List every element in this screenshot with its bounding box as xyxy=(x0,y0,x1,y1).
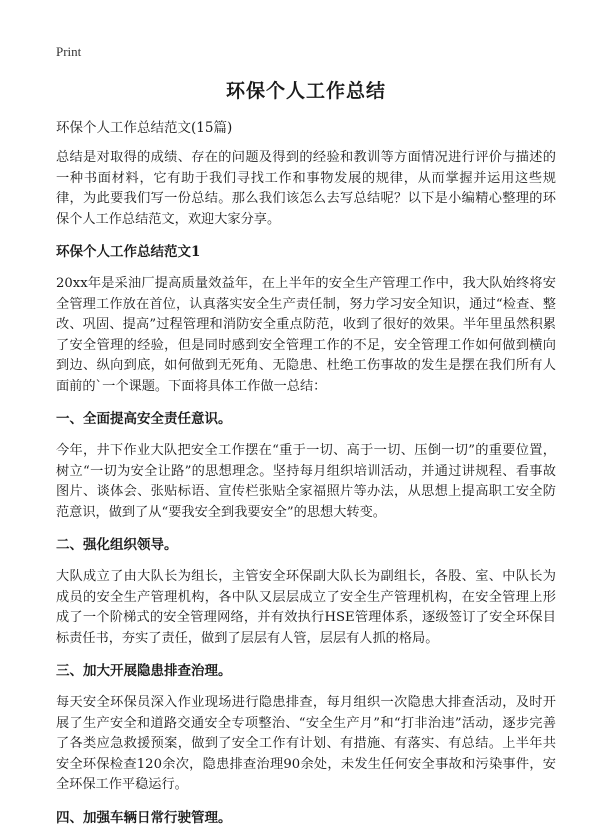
document-subtitle: 环保个人工作总结范文(15篇) xyxy=(56,120,233,136)
document-title: 环保个人工作总结 xyxy=(225,80,386,102)
section-heading-3: 二、强化组织领导。 xyxy=(56,537,178,553)
section-paragraph-3: 大队成立了由大队长为组长，主管安全环保副大队长为副组长，各股、室、中队长为成员的安全生产管理机构，各中队又层层成立了安全生产管理机构，在安全管理上形成了一个阶梯式的安全管理网络，并有效执行HSE管理体系，逐级签订了安全环保目标责任书，夯实了责任，做到了层层有人管，层层有人抓的格局。 xyxy=(56,569,556,646)
intro-paragraph: 总结是对取得的成绩、存在的问题及得到的经验和教训等方面情况进行评价与描述的一种书面材料，它有助于我们寻找工作和事物发展的规律，从而掌握并运用这些规律，为此要我们写一份总结。那么我们该怎么去写总结呢？以下是小编精心整理的环保个人工作总结范文，欢迎大家分享。 xyxy=(56,150,556,227)
section-paragraph-4: 每天安全环保员深入作业现场进行隐患排查，每月组织一次隐患大排查活动，及时开展了生产安全和道路交通安全专项整治、“安全生产月”和“打非治违”活动，逐步完善了各类应急救援预案，做到了安全工作有计划、有措施、有落实、有总结。上半年共安全环保检查120余次，隐患排查治理90余处，未发生任何安全事故和污染事件，安全环保工作平稳运行。 xyxy=(56,695,556,792)
print-link[interactable]: Print xyxy=(56,44,82,59)
section-heading-1: 环保个人工作总结范文1 xyxy=(56,244,201,260)
section-heading-2: 一、全面提高安全责任意识。 xyxy=(56,411,232,427)
section-paragraph-2: 今年，井下作业大队把安全工作摆在“重于一切、高于一切、压倒一切”的重要位置，树立“一切为安全让路”的思想理念。坚持每月组织培训活动，并通过讲规程、看事故图片、谈体会、张贴标语、宣传栏张贴全家福照片等办法，从思想上提高职工安全防范意识，做到了从“要我安全到我要安全”的思想大转变。 xyxy=(56,443,556,520)
section-paragraph-1: 20xx年是采油厂提高质量效益年，在上半年的安全生产管理工作中，我大队始终将安全管理工作放在首位，认真落实安全生产责任制，努力学习安全知识，通过“检查、整改、巩固、提高”过程管理和消防安全重点防范，收到了很好的效果。半年里虽然积累了安全管理的经验，但是同时感到安全管理工作的不足，安全管理工作如何做到横向到边、纵向到底，如何做到无死角、无隐患、杜绝工伤事故的发生是摆在我们所有人面前的`一个课题。下面将具体工作做一总结： xyxy=(56,276,556,394)
section-heading-5: 四、加强车辆日常行驶管理。 xyxy=(56,809,232,826)
section-heading-4: 三、加大开展隐患排查治理。 xyxy=(56,663,232,679)
